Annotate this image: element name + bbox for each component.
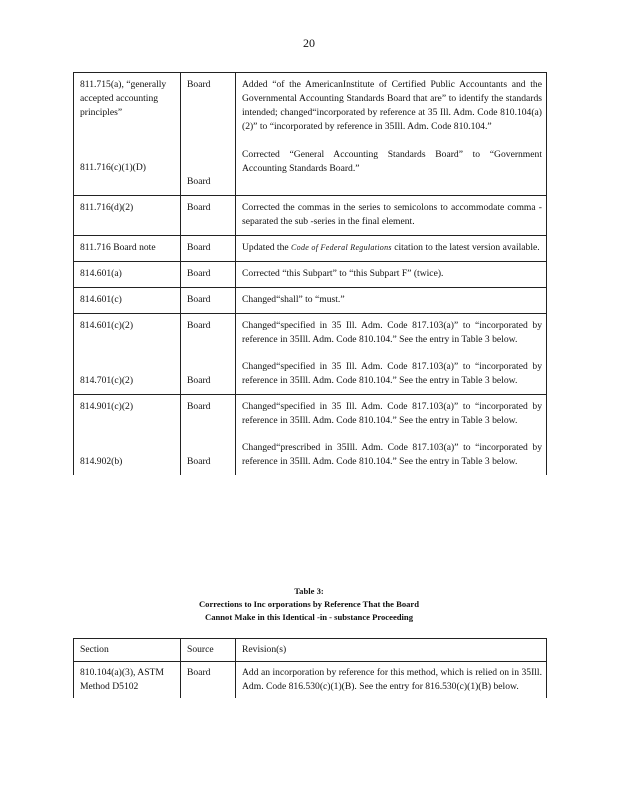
table-row (74, 288, 547, 314)
source-cell (181, 314, 236, 395)
source-cell: Board (181, 196, 236, 236)
source-text: Board (187, 456, 211, 467)
section-text: 814.701(c)(2) (80, 375, 134, 386)
source-cell: Board (181, 236, 236, 262)
revision-text: Added “of the AmericanInstitute of Certified Public Accountants and the Governmental Accounting Standards Board that are” to identify the standards intended; changed“incorporated by reference at 35 Ill. Adm. Code 810.104(a)(2)” to “incorporated by reference in 35Ill. Adm. Code 810.104.” (242, 79, 542, 132)
section-text: 814.901(c)(2) (80, 401, 134, 412)
revisions-table-continued (73, 72, 547, 475)
source-text: Board (187, 79, 211, 90)
section-cell: 811.716(d)(2) (74, 196, 181, 236)
revision-cell: Corrected the commas in the series to semicolons to accommodate comma -separated the sub -series in the final element. (236, 196, 547, 236)
revision-text: Changed“specified in 35 Ill. Adm. Code 817.103(a)” to “incorporated by reference in 35Ill. Adm. Code 810.104.” See the entry in Table 3 below. (242, 401, 542, 426)
section-cell (74, 73, 181, 196)
caption-line: Corrections to Inc orporations by Reference That the Board (198, 599, 420, 609)
table-row (74, 314, 547, 395)
section-cell: 814.601(c) (74, 288, 181, 314)
column-header-source: Source (181, 639, 236, 662)
source-cell (181, 73, 236, 196)
revision-cell: Changed“shall” to “must.” (236, 288, 547, 314)
section-cell (74, 395, 181, 476)
page-number: 20 (303, 36, 315, 50)
source-cell: Board (181, 288, 236, 314)
revision-text: Corrected “General Accounting Standards Board” to “Government Accounting Standards Board.” (242, 149, 542, 174)
section-text: 811.716(c)(1)(D) (80, 162, 146, 173)
table-row (74, 395, 547, 476)
table-3 (73, 638, 547, 698)
source-text: Board (187, 320, 211, 331)
table-header-row (74, 639, 547, 662)
table-row (74, 262, 547, 288)
column-header-section: Section (74, 639, 181, 662)
revision-cell: Corrected “this Subpart” to “this Subpart F” (twice). (236, 262, 547, 288)
revision-text: citation to the latest version available. (391, 242, 540, 253)
source-text: Board (187, 375, 211, 386)
section-cell (74, 314, 181, 395)
revision-cell (236, 73, 547, 196)
source-text: Board (187, 176, 211, 187)
source-text: Board (187, 401, 211, 412)
table-row (74, 662, 547, 699)
column-header-revisions: Revision(s) (236, 639, 547, 662)
section-text: 811.715(a), “generally accepted accounting principles” (80, 79, 167, 118)
revision-cell: Add an incorporation by reference for this method, which is relied on in 35Ill. Adm. Code 816.530(c)(1)(B). See the entry for 816.530(c)(1)(B) below. (236, 662, 547, 699)
source-cell: Board (181, 662, 236, 699)
table-3-caption (0, 585, 618, 624)
revision-text: Updated the (242, 242, 292, 253)
source-cell (181, 395, 236, 476)
section-cell: 810.104(a)(3), ASTM Method D5102 (74, 662, 181, 699)
section-text: 814.601(c)(2) (80, 320, 134, 331)
revision-text: Changed“specified in 35 Ill. Adm. Code 817.103(a)” to “incorporated by reference in 35Ill. Adm. Code 810.104.” See the entry in Table 3 below. (242, 320, 542, 345)
table-row (74, 196, 547, 236)
revision-cell (236, 395, 547, 476)
table-row (74, 73, 547, 196)
source-cell: Board (181, 262, 236, 288)
section-cell: 811.716 Board note (74, 236, 181, 262)
revision-cell (236, 236, 547, 262)
revision-text: Changed“specified in 35 Ill. Adm. Code 817.103(a)” to “incorporated by reference in 35Ill. Adm. Code 810.104.” See the entry in Table 3 below. (242, 361, 542, 386)
revision-text: Changed“prescribed in 35Ill. Adm. Code 817.103(a)” to “incorporated by reference in 35Ill. Adm. Code 810.104.” See the entry in Table 3 below. (242, 442, 542, 467)
revision-cell (236, 314, 547, 395)
section-text: 814.902(b) (80, 456, 123, 467)
caption-line: Table 3: (294, 586, 324, 596)
caption-line: Cannot Make in this Identical -in - substance Proceeding (204, 612, 413, 622)
section-cell: 814.601(a) (74, 262, 181, 288)
table-row (74, 236, 547, 262)
cfr-title: Code of Federal Regulations (291, 243, 392, 252)
